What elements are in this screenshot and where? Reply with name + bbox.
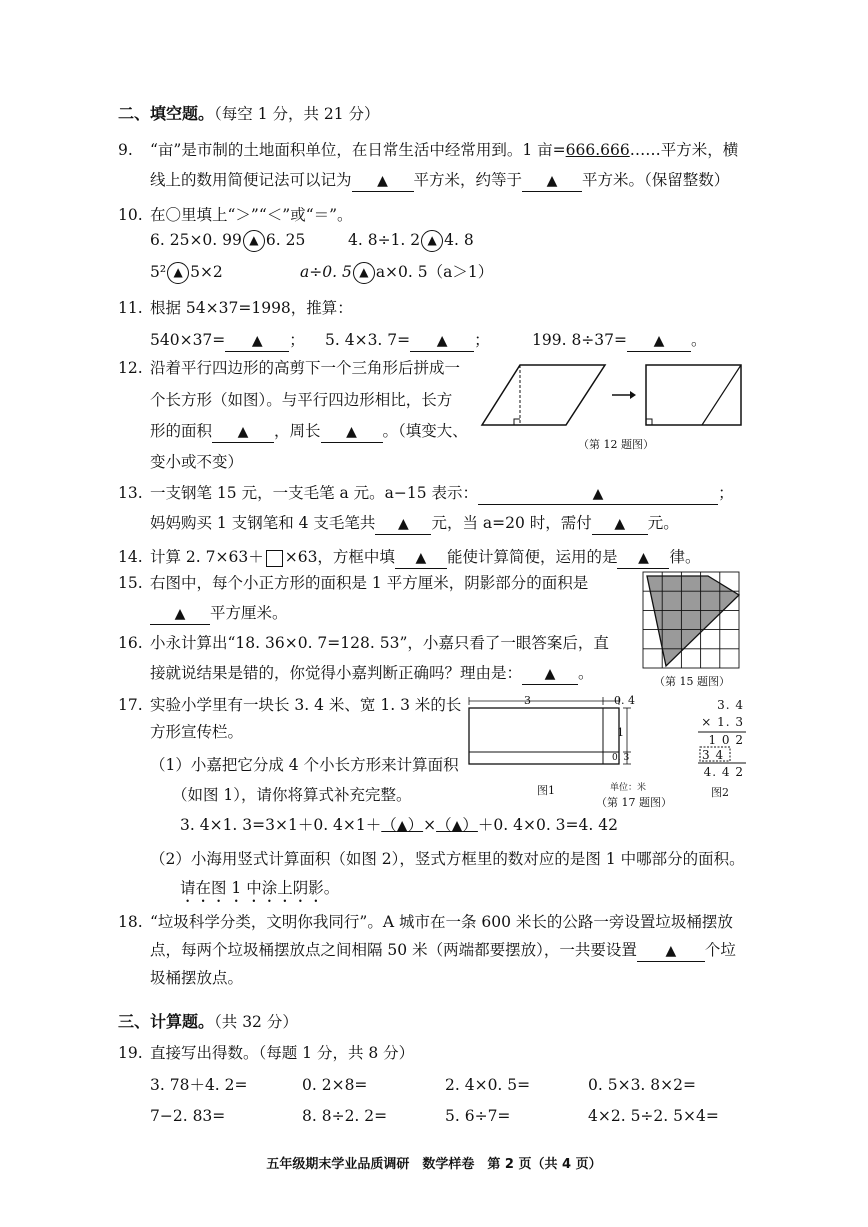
q17-part1a: （1）小嘉把它分成 4 个小长方形来计算面积 xyxy=(150,756,459,774)
answer-mark-icon: ▲ xyxy=(614,516,626,532)
q19-item: 8. 8÷2. 2= xyxy=(302,1107,388,1125)
q10-line1: 10. 在〇里填上“＞”“＜”或“＝”。 xyxy=(118,206,353,224)
question-number: 16. xyxy=(118,634,143,652)
section-2-heading xyxy=(118,104,380,124)
figure-caption: （第 17 题图） xyxy=(596,796,672,809)
answer-mark-icon: ▲ xyxy=(174,606,186,622)
q18-line2: 点，每两个垃圾桶摆放点之间相隔 50 米（两端都要摆放），一共要设置 ▲ 个垃 xyxy=(150,940,736,962)
answer-mark-icon: ▲ xyxy=(377,173,388,189)
q17-part2b: 请在图 1 中涂上阴影。 xyxy=(180,879,340,897)
q17-part2a: （2）小海用竖式计算面积（如图 2），竖式方框里的数对应的是图 1 中哪部分的面积。 xyxy=(150,850,745,868)
answer-blank[interactable] xyxy=(410,330,474,352)
answer-blank[interactable] xyxy=(395,547,447,569)
q19-item: 2. 4×0. 5= xyxy=(445,1076,531,1094)
q19-line1: 19. 直接写出得数。（每题 1 分，共 8 分） xyxy=(118,1044,415,1062)
question-number: 12. xyxy=(118,359,143,377)
answer-mark-icon: ▲ xyxy=(251,333,263,349)
answer-blank[interactable] xyxy=(592,513,648,535)
answer-blank[interactable] xyxy=(627,330,691,352)
answer-blank[interactable] xyxy=(375,513,431,535)
answer-mark-icon: ▲ xyxy=(638,550,649,566)
q13-line2: 妈妈购买 1 支钢笔和 4 支毛笔共 ▲ 元，当 a=20 时，需付 ▲ 元。 xyxy=(150,513,679,535)
bulletin-board xyxy=(469,708,619,764)
answer-blank[interactable] xyxy=(225,330,289,352)
fig2-row3: 1 0 2 xyxy=(708,733,744,747)
dim-length2: 0. 4 xyxy=(614,694,635,707)
question-number: 17. xyxy=(118,696,143,714)
answer-blank[interactable] xyxy=(212,421,274,443)
answer-mark-icon: ▲ xyxy=(237,424,249,440)
section-note: （共 32 分） xyxy=(214,1013,298,1031)
dim-width2: 0. 3 xyxy=(612,753,630,763)
q19-item: 4×2. 5÷2. 5×4= xyxy=(588,1107,719,1125)
section-note: （每空 1 分，共 21 分） xyxy=(214,105,380,123)
q15-line1: 15. 右图中，每个小正方形的面积是 1 平方厘米，阴影部分的面积是 xyxy=(118,574,589,592)
q9-line1 xyxy=(118,140,739,160)
q17-figure1 xyxy=(466,694,636,774)
q11-line2c: 199. 8÷37= ▲ 。 xyxy=(532,330,707,352)
section-title: 二、填空题。 xyxy=(118,104,215,123)
answer-mark-icon: ▲ xyxy=(415,550,427,566)
answer-mark-icon: ▲ xyxy=(592,486,604,502)
question-number: 10. xyxy=(118,206,143,224)
question-number: 19. xyxy=(118,1044,143,1062)
fig2-row1: 3. 4 xyxy=(717,698,744,712)
section-3-heading xyxy=(118,1012,298,1032)
q10-row1: 6. 25×0. 99 ▲ 6. 25 xyxy=(150,230,305,252)
q15-line2: ▲ 平方厘米。 xyxy=(150,603,288,625)
answer-blank[interactable] xyxy=(478,483,718,505)
q19-item: 7−2. 83= xyxy=(150,1107,226,1125)
q9-underlined-value: 666.666 xyxy=(565,141,630,159)
answer-mark-icon: ▲ xyxy=(665,943,677,959)
q11-line1: 11. 根据 54×37=1998，推算： xyxy=(118,299,353,317)
fig2-row4: 3 4 xyxy=(702,748,725,762)
figure-caption: （第 15 题图） xyxy=(654,675,730,688)
answer-blank[interactable] xyxy=(150,603,210,625)
q10-row1b: 4. 8÷1. 2 ▲ 4. 8 xyxy=(348,230,474,252)
q11-line2: 540×37= ▲ ； xyxy=(150,330,305,352)
answer-mark-icon: ▲ xyxy=(427,233,437,247)
unit-label: 单位：米 xyxy=(610,783,647,793)
dim-width: 1 xyxy=(617,726,624,739)
compare-circle[interactable] xyxy=(353,262,375,284)
q12-figure xyxy=(480,362,750,432)
q12-line1: 12. 沿着平行四边形的高剪下一个三角形后拼成一 xyxy=(118,359,461,377)
q12-line4: 变小或不变） xyxy=(150,453,244,471)
q19-item: 0. 2×8= xyxy=(302,1076,368,1094)
q18-line3: 圾桶摆放点。 xyxy=(150,969,244,987)
dim-length: 3 xyxy=(524,694,531,707)
answer-mark-icon: ▲ xyxy=(173,265,183,279)
answer-mark-icon: ▲ xyxy=(398,516,409,532)
parallelogram xyxy=(482,365,605,425)
q9-line2: 线上的数用简便记法可以记为 ▲ 平方米，约等于 ▲ 平方米。（保留整数） xyxy=(150,170,729,192)
compare-circle[interactable] xyxy=(167,262,189,284)
answer-mark-icon: ▲ xyxy=(249,233,259,247)
question-number: 9. xyxy=(118,141,133,159)
square-box xyxy=(266,550,283,567)
q17-line2: 方形宣传栏。 xyxy=(150,723,244,741)
question-number: 18. xyxy=(118,913,143,931)
fig2-row5: 4. 4 2 xyxy=(703,765,744,779)
arrow-head-icon xyxy=(630,391,636,399)
answer-mark-icon: ▲ xyxy=(451,818,463,834)
compare-circle[interactable] xyxy=(243,230,265,252)
answer-blank[interactable] xyxy=(617,547,669,569)
question-number: 14. xyxy=(118,548,143,566)
q19-item: 3. 78＋4. 2= xyxy=(150,1076,248,1094)
q17-part1b: （如图 1），请你将算式补充完整。 xyxy=(172,786,412,804)
question-number: 15. xyxy=(118,574,143,592)
answer-mark-icon: ▲ xyxy=(359,265,369,279)
cut-line xyxy=(702,365,741,425)
answer-blank[interactable] xyxy=(522,663,578,685)
answer-mark-icon: ▲ xyxy=(653,333,665,349)
q10-row2b: a÷0. 5 ▲ a×0. 5（a＞1） xyxy=(300,262,493,284)
answer-mark-icon: ▲ xyxy=(546,173,558,189)
q19-item: 5. 6÷7= xyxy=(445,1107,511,1125)
q12-line2: 个长方形（如图）。与平行四边形相比，长方 xyxy=(150,391,453,409)
answer-blank[interactable] xyxy=(637,940,705,962)
answer-mark-icon: ▲ xyxy=(346,424,357,440)
shaded-triangle xyxy=(647,576,739,666)
answer-mark-icon: ▲ xyxy=(544,666,556,682)
answer-mark-icon: ▲ xyxy=(396,818,408,834)
answer-blank[interactable] xyxy=(321,421,383,443)
question-number: 13. xyxy=(118,484,143,502)
figure2-label: 图2 xyxy=(711,786,729,799)
q13-line1: 13. 一支钢笔 15 元，一支毛笔 a 元。a−15 表示： ▲ ； xyxy=(118,483,143,503)
answer-blank[interactable] xyxy=(522,170,582,192)
q10-row2: 5² ▲ 5×2 xyxy=(150,262,223,284)
rectangle xyxy=(646,365,741,425)
q16-line1: 16. 小永计算出“18. 36×0. 7=128. 53”，小嘉只看了一眼答案后，直 xyxy=(118,634,609,652)
q19-item: 0. 5×3. 8×2= xyxy=(588,1076,696,1094)
figure1-label: 图1 xyxy=(537,784,555,797)
section-title: 三、计算题。 xyxy=(118,1012,215,1031)
q18-line1: 18. “垃圾科学分类，文明你我同行”。A 城市在一条 600 米长的公路一旁设置垃圾桶摆放 xyxy=(118,913,733,931)
right-angle-mark xyxy=(514,419,520,425)
q11-line2b: 5. 4×3. 7= ▲ ； xyxy=(325,330,490,352)
q15-grid-figure xyxy=(643,572,741,670)
page-footer: 五年级期末学业品质调研 数学样卷 第 2 页（共 4 页） xyxy=(266,1157,602,1172)
figure-caption: （第 12 题图） xyxy=(578,438,654,451)
answer-blank[interactable] xyxy=(352,170,414,192)
right-angle-mark xyxy=(646,419,652,425)
question-number: 11. xyxy=(118,299,143,317)
answer-mark-icon: ▲ xyxy=(436,333,448,349)
q9-text: “亩”是市制的土地面积单位，在日常生活中经常用到。1 亩=666.666……平方米，横 xyxy=(150,141,739,159)
q16-line2: 接就说结果是错的，你觉得小嘉判断正确吗？理由是： ▲ 。 xyxy=(150,663,594,685)
compare-circle[interactable] xyxy=(421,230,443,252)
q12-line3: 形的面积 ▲ ，周长 ▲ 。（填变大、 xyxy=(150,421,468,443)
q14-line1: 14. 计算 2. 7×63＋ ×63，方框中填 ▲ 能使计算简便，运用的是 ▲ 律。 xyxy=(118,547,143,567)
fig2-row2: × 1. 3 xyxy=(701,715,744,729)
q17-line1: 17. 实验小学里有一块长 3. 4 米、宽 1. 3 米的长 xyxy=(118,696,462,714)
q17-formula: 3. 4×1. 3=3×1＋0. 4×1＋（▲）×（▲）＋0. 4×0. 3=4. 42 xyxy=(180,816,618,834)
